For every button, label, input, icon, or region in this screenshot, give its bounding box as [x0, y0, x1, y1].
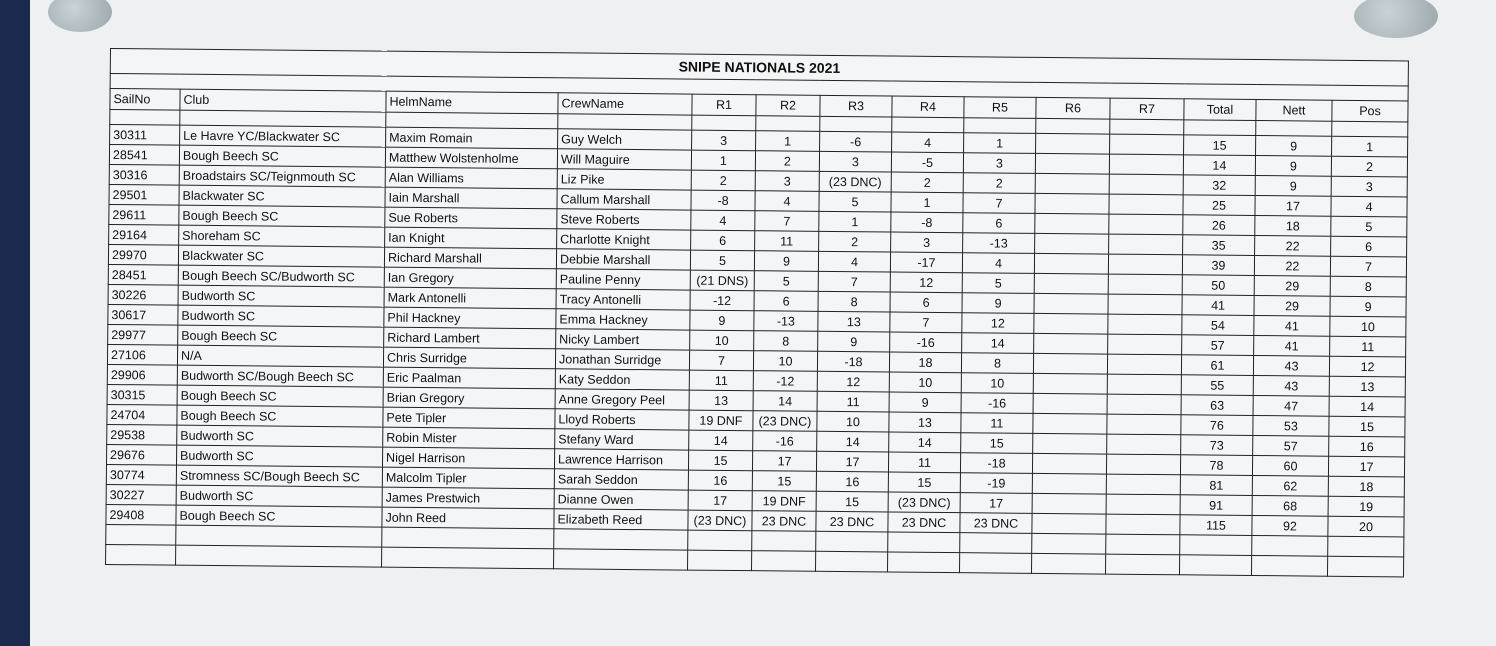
- column-header: R3: [820, 95, 892, 117]
- table-cell: 4: [755, 191, 819, 212]
- table-cell: Eric Paalman: [383, 367, 555, 389]
- table-cell: 8: [1330, 276, 1406, 297]
- table-cell: 17: [816, 451, 888, 472]
- table-cell: Malcolm Tipler: [382, 467, 554, 489]
- table-cell: 53: [1253, 415, 1329, 436]
- table-cell: 28541: [109, 145, 179, 166]
- table-cell: Budworth SC: [176, 485, 382, 507]
- table-cell: 11: [755, 231, 819, 252]
- column-header: R1: [692, 94, 756, 116]
- table-cell: 7: [689, 350, 753, 371]
- table-cell: 24704: [107, 404, 177, 425]
- table-cell: Steve Roberts: [557, 209, 691, 230]
- table-cell: 5: [754, 271, 818, 292]
- table-cell: 12: [962, 313, 1034, 334]
- table-cell: 9: [962, 293, 1034, 314]
- table-cell: [1106, 454, 1180, 475]
- table-cell: [1034, 313, 1108, 334]
- table-cell: 1: [964, 133, 1036, 154]
- table-cell: Dianne Owen: [554, 489, 688, 510]
- table-cell: 17: [752, 451, 816, 472]
- table-cell: [1034, 333, 1108, 354]
- table-cell: [1106, 474, 1180, 495]
- table-cell: 3: [819, 151, 891, 172]
- table-cell: Maxim Romain: [386, 127, 558, 149]
- results-table: [105, 48, 1409, 577]
- table-cell: -16: [753, 431, 817, 452]
- column-header: Nett: [1256, 100, 1332, 122]
- table-cell: 14: [689, 430, 753, 451]
- table-cell: Blackwater SC: [178, 245, 384, 267]
- column-header: Pos: [1332, 100, 1408, 122]
- table-cell: 2: [819, 231, 891, 252]
- table-cell: Stefany Ward: [555, 429, 689, 450]
- table-cell: -8: [891, 212, 963, 233]
- table-cell: James Prestwich: [382, 487, 554, 509]
- table-cell: 2: [891, 172, 963, 193]
- table-cell: 8: [961, 353, 1033, 374]
- table-cell: 41: [1254, 315, 1330, 336]
- table-cell: 19: [1328, 496, 1404, 517]
- table-cell: Bough Beech SC/Budworth SC: [178, 265, 384, 287]
- table-cell: Budworth SC: [177, 425, 383, 447]
- table-cell: [1107, 374, 1181, 395]
- table-cell: Phil Hackney: [384, 307, 556, 329]
- table-cell: 29: [1254, 275, 1330, 296]
- table-cell: 23 DNC: [960, 513, 1032, 534]
- table-cell: 9: [690, 310, 754, 331]
- table-cell: 2: [1331, 156, 1407, 177]
- table-cell: Stromness SC/Bough Beech SC: [176, 465, 382, 487]
- table-cell: 30774: [106, 464, 176, 485]
- table-cell: 12: [817, 371, 889, 392]
- table-cell: Liz Pike: [557, 169, 691, 190]
- table-cell: 76: [1181, 415, 1253, 436]
- table-cell: 6: [963, 213, 1035, 234]
- table-cell: Mark Antonelli: [384, 287, 556, 309]
- table-cell: -8: [691, 190, 755, 211]
- column-header: Total: [1184, 99, 1256, 121]
- table-cell: [1107, 354, 1181, 375]
- table-cell: 47: [1253, 395, 1329, 416]
- table-cell: 10: [961, 373, 1033, 394]
- table-cell: 15: [1184, 135, 1256, 156]
- table-cell: 68: [1252, 495, 1328, 516]
- table-cell: 28451: [108, 264, 178, 285]
- table-cell: 5: [1331, 216, 1407, 237]
- table-cell: 9: [1330, 296, 1406, 317]
- table-cell: [1035, 213, 1109, 234]
- table-cell: Sarah Seddon: [554, 469, 688, 490]
- table-cell: Bough Beech SC: [178, 325, 384, 347]
- table-cell: Sue Roberts: [385, 207, 557, 229]
- table-cell: 78: [1180, 455, 1252, 476]
- table-cell: 1: [756, 131, 820, 152]
- table-cell: 20: [1328, 516, 1404, 537]
- table-cell: 41: [1254, 335, 1330, 356]
- table-cell: Charlotte Knight: [557, 229, 691, 250]
- table-cell: 9: [818, 331, 890, 352]
- table-cell: 43: [1253, 355, 1329, 376]
- table-cell: [1034, 253, 1108, 274]
- table-cell: 29: [1254, 295, 1330, 316]
- table-cell: Lloyd Roberts: [555, 409, 689, 430]
- table-cell: 30617: [108, 304, 178, 325]
- column-header: SailNo: [110, 89, 180, 111]
- table-cell: 55: [1181, 375, 1253, 396]
- column-header: Club: [180, 89, 386, 112]
- table-cell: 19 DNF: [689, 410, 753, 431]
- table-cell: 15: [816, 491, 888, 512]
- table-cell: 7: [818, 271, 890, 292]
- table-cell: 30315: [107, 384, 177, 405]
- table-cell: [1106, 514, 1180, 535]
- table-cell: Emma Hackney: [556, 309, 690, 330]
- table-cell: 41: [1182, 295, 1254, 316]
- table-cell: 23 DNC: [888, 512, 960, 533]
- table-cell: 35: [1183, 235, 1255, 256]
- table-cell: Guy Welch: [558, 129, 692, 150]
- table-cell: Budworth SC/Bough Beech SC: [177, 365, 383, 387]
- table-cell: -18: [817, 351, 889, 372]
- table-cell: -18: [960, 453, 1032, 474]
- table-cell: [1035, 153, 1109, 174]
- table-cell: Bough Beech SC: [177, 405, 383, 427]
- table-cell: 60: [1252, 455, 1328, 476]
- table-cell: Will Maguire: [557, 149, 691, 170]
- table-cell: 7: [755, 211, 819, 232]
- table-cell: 10: [817, 411, 889, 432]
- table-cell: Brian Gregory: [383, 387, 555, 409]
- table-cell: Budworth SC: [178, 305, 384, 327]
- table-cell: [1034, 293, 1108, 314]
- table-cell: Katy Seddon: [555, 369, 689, 390]
- table-cell: 5: [962, 273, 1034, 294]
- table-cell: -13: [754, 311, 818, 332]
- table-cell: 5: [690, 250, 754, 271]
- table-cell: [1108, 274, 1182, 295]
- table-cell: 11: [689, 370, 753, 391]
- table-cell: [1033, 393, 1107, 414]
- table-cell: 29676: [107, 444, 177, 465]
- table-cell: 14: [1183, 155, 1255, 176]
- table-cell: Shoreham SC: [179, 225, 385, 247]
- table-cell: 4: [962, 253, 1034, 274]
- table-cell: 3: [963, 153, 1035, 174]
- table-cell: Iain Marshall: [385, 187, 557, 209]
- table-cell: [1109, 214, 1183, 235]
- table-cell: 10: [889, 372, 961, 393]
- table-cell: 61: [1181, 355, 1253, 376]
- table-cell: 30311: [110, 125, 180, 146]
- table-cell: [1035, 233, 1109, 254]
- table-cell: 4: [1331, 196, 1407, 217]
- table-cell: 16: [688, 470, 752, 491]
- table-cell: (23 DNC): [688, 510, 752, 531]
- table-cell: 14: [962, 333, 1034, 354]
- table-cell: Ian Gregory: [384, 267, 556, 289]
- table-cell: 9: [1255, 176, 1331, 197]
- table-cell: 11: [1330, 336, 1406, 357]
- table-cell: 63: [1181, 395, 1253, 416]
- table-cell: (23 DNC): [753, 411, 817, 432]
- table-cell: 30316: [109, 164, 179, 185]
- table-cell: [1108, 334, 1182, 355]
- table-cell: [1109, 174, 1183, 195]
- table-cell: 7: [890, 312, 962, 333]
- table-cell: [1107, 414, 1181, 435]
- table-cell: 16: [1329, 436, 1405, 457]
- table-cell: 14: [817, 431, 889, 452]
- pin-left: [48, 0, 112, 32]
- table-cell: [1032, 453, 1106, 474]
- pin-right: [1354, 0, 1438, 38]
- table-cell: [1108, 314, 1182, 335]
- table-cell: Bough Beech SC: [176, 505, 382, 527]
- table-cell: 15: [688, 450, 752, 471]
- table-cell: 4: [892, 132, 964, 153]
- table-cell: 11: [961, 413, 1033, 434]
- table-cell: Jonathan Surridge: [555, 349, 689, 370]
- table-cell: 15: [1329, 416, 1405, 437]
- table-cell: [1109, 154, 1183, 175]
- table-cell: Nicky Lambert: [556, 329, 690, 350]
- table-cell: Bough Beech SC: [177, 385, 383, 407]
- table-cell: [1107, 434, 1181, 455]
- table-cell: 29164: [109, 224, 179, 245]
- table-cell: [1110, 134, 1184, 155]
- table-cell: 14: [753, 391, 817, 412]
- table-cell: [1108, 294, 1182, 315]
- table-cell: 18: [1328, 476, 1404, 497]
- results-sheet: [105, 48, 1409, 577]
- table-cell: 22: [1255, 235, 1331, 256]
- table-cell: 6: [890, 292, 962, 313]
- table-cell: 13: [689, 390, 753, 411]
- table-cell: [1106, 494, 1180, 515]
- table-cell: 62: [1252, 475, 1328, 496]
- column-header: R6: [1036, 97, 1110, 119]
- table-cell: 13: [818, 311, 890, 332]
- table-cell: Ian Knight: [385, 227, 557, 249]
- table-cell: 29501: [109, 184, 179, 205]
- table-cell: -17: [890, 252, 962, 273]
- table-cell: 13: [889, 412, 961, 433]
- table-cell: Blackwater SC: [179, 185, 385, 207]
- table-cell: [1033, 353, 1107, 374]
- table-cell: Lawrence Harrison: [554, 449, 688, 470]
- table-cell: 6: [754, 291, 818, 312]
- table-cell: 32: [1183, 175, 1255, 196]
- column-header: R7: [1110, 98, 1184, 120]
- table-cell: 9: [1256, 136, 1332, 157]
- table-cell: 15: [752, 471, 816, 492]
- table-cell: Pauline Penny: [556, 269, 690, 290]
- table-cell: 15: [888, 472, 960, 493]
- table-cell: 2: [755, 151, 819, 172]
- table-cell: 8: [818, 291, 890, 312]
- table-cell: Tracy Antonelli: [556, 289, 690, 310]
- table-cell: [1035, 193, 1109, 214]
- table-cell: [1032, 493, 1106, 514]
- table-cell: 27106: [107, 344, 177, 365]
- column-header: R4: [892, 96, 964, 118]
- table-cell: (21 DNS): [690, 270, 754, 291]
- table-cell: 12: [1329, 356, 1405, 377]
- table-cell: Alan Williams: [385, 167, 557, 189]
- table-cell: 29538: [107, 424, 177, 445]
- table-cell: [1036, 133, 1110, 154]
- table-cell: Chris Surridge: [383, 347, 555, 369]
- table-cell: 14: [1329, 396, 1405, 417]
- table-cell: 11: [817, 391, 889, 412]
- table-cell: -16: [890, 332, 962, 353]
- table-cell: 18: [1255, 215, 1331, 236]
- table-cell: 17: [1328, 456, 1404, 477]
- table-cell: 30227: [106, 484, 176, 505]
- table-cell: 13: [1329, 376, 1405, 397]
- table-cell: 1: [891, 192, 963, 213]
- table-cell: 1: [1332, 136, 1408, 157]
- table-cell: Matthew Wolstenholme: [385, 147, 557, 169]
- table-cell: 10: [690, 330, 754, 351]
- table-cell: 29906: [107, 364, 177, 385]
- table-cell: 57: [1182, 335, 1254, 356]
- table-cell: 7: [963, 193, 1035, 214]
- table-cell: 17: [1255, 195, 1331, 216]
- table-cell: Anne Gregory Peel: [555, 389, 689, 410]
- table-cell: 30226: [108, 284, 178, 305]
- table-cell: 4: [691, 210, 755, 231]
- table-cell: Robin Mister: [383, 427, 555, 449]
- table-cell: 5: [819, 191, 891, 212]
- table-cell: 57: [1253, 435, 1329, 456]
- table-cell: 3: [755, 171, 819, 192]
- table-cell: N/A: [177, 345, 383, 367]
- table-cell: 73: [1181, 435, 1253, 456]
- table-cell: [1032, 473, 1106, 494]
- table-cell: [1035, 173, 1109, 194]
- page-title: SNIPE NATIONALS 2021: [110, 49, 1408, 86]
- table-cell: Bough Beech SC: [179, 145, 385, 167]
- table-cell: [1032, 513, 1106, 534]
- table-cell: 17: [688, 490, 752, 511]
- table-cell: 54: [1182, 315, 1254, 336]
- table-cell: -6: [820, 131, 892, 152]
- table-cell: Richard Marshall: [384, 247, 556, 269]
- table-cell: -12: [753, 371, 817, 392]
- table-cell: (23 DNC): [819, 171, 891, 192]
- table-cell: Broadstairs SC/Teignmouth SC: [179, 165, 385, 187]
- table-cell: 91: [1180, 495, 1252, 516]
- table-cell: 25: [1183, 195, 1255, 216]
- table-cell: [1034, 273, 1108, 294]
- table-cell: 2: [963, 173, 1035, 194]
- table-cell: Bough Beech SC: [179, 205, 385, 227]
- table-cell: 3: [1331, 176, 1407, 197]
- table-cell: 3: [692, 130, 756, 151]
- table-cell: Le Havre YC/Blackwater SC: [180, 125, 386, 147]
- table-cell: 23 DNC: [816, 511, 888, 532]
- table-cell: Callum Marshall: [557, 189, 691, 210]
- table-cell: 3: [891, 232, 963, 253]
- table-cell: [1033, 413, 1107, 434]
- table-cell: -12: [690, 290, 754, 311]
- table-cell: [1107, 394, 1181, 415]
- table-cell: 22: [1254, 255, 1330, 276]
- table-cell: 92: [1252, 515, 1328, 536]
- table-cell: 50: [1182, 275, 1254, 296]
- column-header: HelmName: [386, 91, 558, 114]
- table-cell: 43: [1253, 375, 1329, 396]
- table-cell: 10: [753, 351, 817, 372]
- table-cell: 29970: [108, 244, 178, 265]
- table-cell: 2: [691, 170, 755, 191]
- table-cell: 17: [960, 493, 1032, 514]
- table-cell: -16: [961, 393, 1033, 414]
- table-cell: [1109, 234, 1183, 255]
- table-cell: 8: [754, 331, 818, 352]
- table-cell: 15: [961, 433, 1033, 454]
- table-cell: 19 DNF: [752, 491, 816, 512]
- table-cell: 23 DNC: [752, 511, 816, 532]
- table-cell: -19: [960, 473, 1032, 494]
- table-cell: 10: [1330, 316, 1406, 337]
- table-cell: 39: [1182, 255, 1254, 276]
- table-cell: 29611: [109, 204, 179, 225]
- table-cell: [1108, 254, 1182, 275]
- table-cell: 29977: [108, 324, 178, 345]
- table-cell: 4: [818, 251, 890, 272]
- table-cell: 1: [819, 211, 891, 232]
- table-cell: 16: [816, 471, 888, 492]
- table-cell: -5: [891, 152, 963, 173]
- table-cell: 9: [889, 392, 961, 413]
- table-cell: John Reed: [382, 507, 554, 529]
- table-cell: Nigel Harrison: [382, 447, 554, 469]
- table-cell: Budworth SC: [178, 285, 384, 307]
- table-cell: 9: [1255, 156, 1331, 177]
- table-cell: 11: [888, 452, 960, 473]
- table-cell: (23 DNC): [888, 492, 960, 513]
- column-header: R5: [964, 97, 1036, 119]
- table-cell: Richard Lambert: [384, 327, 556, 349]
- table-cell: 29408: [106, 504, 176, 525]
- table-cell: Budworth SC: [176, 445, 382, 467]
- table-cell: 9: [754, 251, 818, 272]
- column-header: R2: [756, 95, 820, 117]
- table-cell: Debbie Marshall: [556, 249, 690, 270]
- table-cell: Elizabeth Reed: [554, 509, 688, 530]
- table-cell: 6: [1331, 236, 1407, 257]
- table-cell: 81: [1180, 475, 1252, 496]
- table-cell: [1109, 194, 1183, 215]
- table-cell: [1033, 373, 1107, 394]
- table-cell: 1: [691, 150, 755, 171]
- table-cell: -13: [963, 233, 1035, 254]
- table-cell: 7: [1330, 256, 1406, 277]
- table-cell: [1033, 433, 1107, 454]
- table-cell: 14: [889, 432, 961, 453]
- table-cell: 26: [1183, 215, 1255, 236]
- table-cell: 12: [890, 272, 962, 293]
- table-cell: Pete Tipler: [383, 407, 555, 429]
- table-cell: 6: [691, 230, 755, 251]
- table-cell: 115: [1180, 515, 1252, 536]
- table-cell: 18: [889, 352, 961, 373]
- column-header: CrewName: [558, 93, 692, 115]
